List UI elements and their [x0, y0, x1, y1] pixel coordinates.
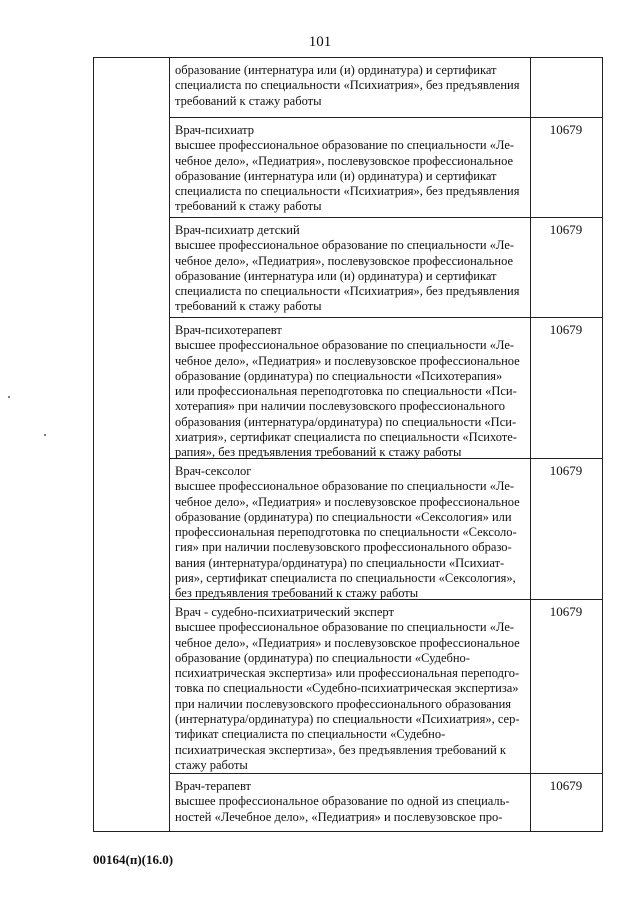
table-row	[169, 459, 602, 600]
requirement-line: образование (интернатура или (и) ординатура) и сертификат	[175, 168, 497, 183]
requirement-line: чебное дело», «Педиатрия» и послевузовское профессиональное	[175, 635, 520, 650]
position-requirements-cell	[175, 464, 531, 602]
position-code: 10679	[549, 122, 583, 137]
requirement-line: ностей «Лечебное дело», «Педиатрия» и послевузовское про-	[175, 809, 503, 824]
position-requirements-cell	[175, 779, 531, 825]
table-row	[169, 218, 602, 318]
table-row	[169, 600, 602, 774]
position-code: 10679	[549, 222, 583, 237]
requirement-line: образование (ординатура) по специальности «Сексология» или	[175, 509, 512, 524]
position-title: Врач-сексолог	[175, 464, 252, 478]
requirement-line: стажу работы	[175, 757, 248, 772]
requirement-line: образование (ординатура) по специальности «Судебно-	[175, 650, 470, 665]
requirement-line: чебное дело», «Педиатрия» и послевузовское профессиональное	[175, 494, 520, 509]
requirement-line: профессиональная переподготовка по специальности «Сексоло-	[175, 525, 517, 540]
requirement-line: рапия», без предъявления требований к стажу работы	[175, 445, 462, 460]
position-code: 10679	[549, 463, 583, 478]
requirement-line: гия» при наличии послевузовского профессионального образо-	[175, 540, 512, 555]
position-requirements-cell	[175, 323, 531, 461]
requirement-line: тификат специалиста по специальности «Судебно-	[175, 727, 446, 742]
position-requirements-cell	[175, 223, 531, 315]
requirement-line: требований к стажу работы	[175, 199, 322, 214]
requirement-line: чебное дело», «Педиатрия», послевузовское профессиональное	[175, 153, 514, 168]
requirement-line: (интернатура/ординатура) по специальности «Психиатрия», сер-	[175, 712, 520, 727]
table-row	[169, 774, 602, 833]
scan-speck	[44, 434, 46, 436]
requirement-line: товка по специальности «Судебно-психиатрическая экспертиза»	[175, 681, 519, 696]
requirement-line: высшее профессиональное образование по одной из специаль-	[175, 794, 510, 809]
position-code: 10679	[549, 322, 583, 337]
requirement-line: без предъявления требований к стажу работы	[175, 586, 419, 601]
position-code: 10679	[549, 604, 583, 619]
document-footer-code: 00164(п)(16.0)	[93, 852, 174, 867]
table-row	[169, 318, 602, 459]
requirement-line: требований к стажу работы	[175, 299, 322, 314]
requirement-line: рия», сертификат специалиста по специальности «Сексология»,	[175, 571, 516, 586]
page-number: 101	[308, 34, 332, 50]
requirement-line: психиатрическая экспертиза» или профессиональная переподго-	[175, 666, 520, 681]
requirement-line: высшее профессиональное образование по специальности «Ле-	[175, 138, 515, 153]
position-title: Врач-психиатр детский	[175, 223, 300, 237]
requirement-line: специалиста по специальности «Психиатрия», без предъявления	[175, 284, 520, 299]
requirement-line: образование (ординатура) по специальности «Психотерапия»	[175, 368, 503, 383]
position-requirements-cell	[175, 123, 531, 215]
position-title: Врач-терапевт	[175, 779, 252, 793]
requirement-line: при наличии послевузовского профессионального образования	[175, 696, 512, 711]
requirement-line: образования (интернатура/ординатура) по специальности «Пси-	[175, 414, 517, 429]
requirement-line: психиатрическая экспертиза», без предъявления требований к	[175, 742, 506, 757]
requirement-line: требований к стажу работы	[175, 93, 322, 108]
scan-speck	[8, 396, 10, 398]
requirement-line: образование (интернатура или (и) ординатура) и сертификат	[175, 268, 497, 283]
table-row	[169, 58, 602, 118]
requirement-line: высшее профессиональное образование по специальности «Ле-	[175, 338, 515, 353]
position-code: 10679	[549, 778, 583, 793]
requirement-line: чебное дело», «Педиатрия» и послевузовское профессиональное	[175, 353, 520, 368]
requirement-line: вания (интернатура/ординатура) по специальности «Психиат-	[175, 555, 505, 570]
position-requirements-cell	[175, 605, 531, 773]
position-title: Врач-психиатр	[175, 123, 255, 137]
requirement-line: образование (интернатура или (и) ординатура) и сертификат	[175, 63, 497, 77]
requirement-line: специалиста по специальности «Психиатрия», без предъявления	[175, 78, 520, 93]
requirement-line: высшее профессиональное образование по специальности «Ле-	[175, 479, 515, 494]
requirement-line: специалиста по специальности «Психиатрия», без предъявления	[175, 184, 520, 199]
table-row	[169, 118, 602, 218]
requirement-line: высшее профессиональное образование по специальности «Ле-	[175, 238, 515, 253]
position-title: Врач - судебно-психиатрический эксперт	[175, 605, 394, 619]
requirement-line: чебное дело», «Педиатрия», послевузовское профессиональное	[175, 253, 514, 268]
requirement-line: высшее профессиональное образование по специальности «Ле-	[175, 620, 515, 635]
position-title: Врач-психотерапевт	[175, 323, 282, 337]
requirement-line: хиатрия», сертификат специалиста по специальности «Психоте-	[175, 430, 517, 445]
position-requirements-cell	[175, 63, 531, 109]
requirement-line: или профессиональная переподготовка по специальности «Пси-	[175, 384, 517, 399]
requirement-line: хотерапия» при наличии послевузовского профессионального	[175, 399, 505, 414]
qualification-table	[93, 57, 603, 832]
